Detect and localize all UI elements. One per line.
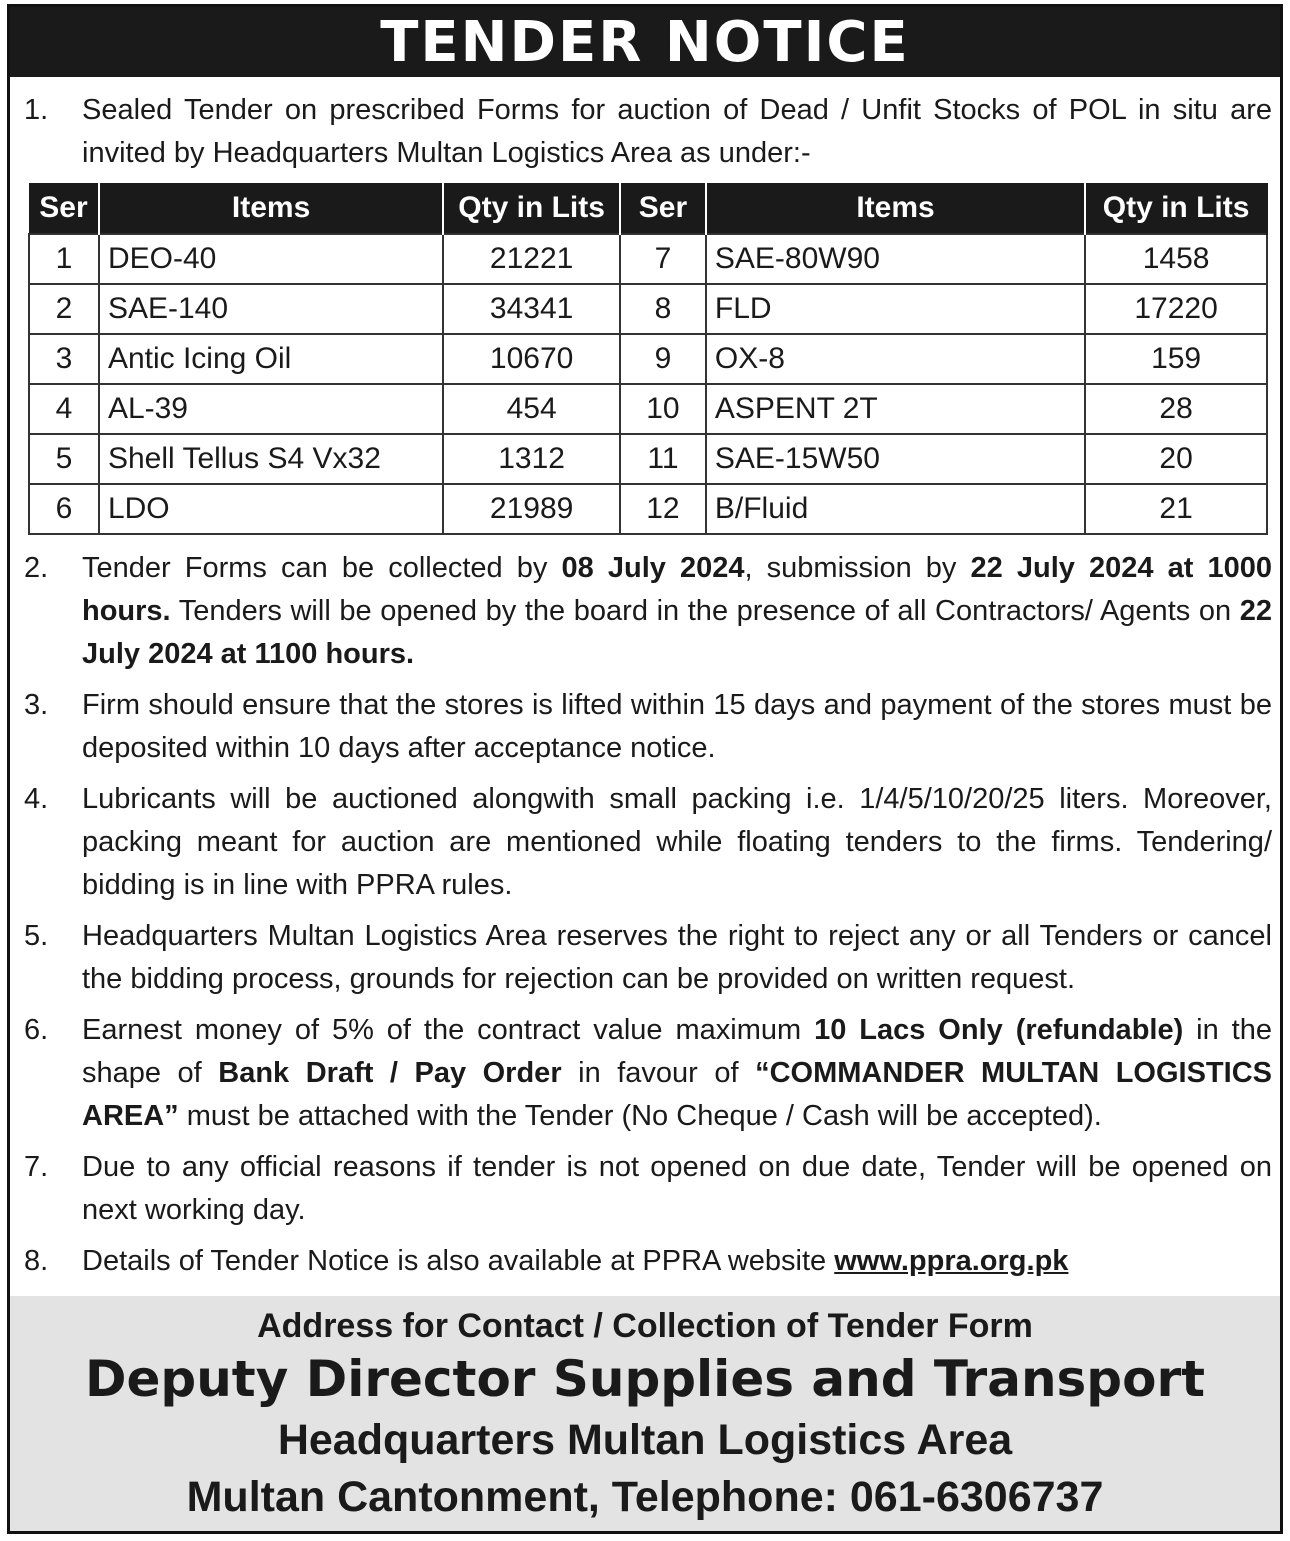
ser-cell: 6	[29, 484, 99, 534]
ppra-website-link[interactable]: www.ppra.org.pk	[834, 1245, 1069, 1277]
paragraph-number: 8.	[24, 1245, 49, 1277]
paragraph-number: 5.	[24, 920, 49, 952]
opening-time: 22 July 2024 at 1100 hours.	[82, 595, 1272, 670]
ser-cell: 8	[620, 284, 706, 334]
paragraph-4	[10, 778, 1280, 907]
qty-cell: 28	[1085, 384, 1267, 434]
notice-title: TENDER NOTICE	[10, 7, 1280, 77]
ser-cell: 9	[620, 334, 706, 384]
qty-cell: 454	[443, 384, 620, 434]
table-row	[29, 234, 1267, 284]
paragraph-8	[10, 1240, 1280, 1283]
contact-office: Deputy Director Supplies and Transport	[84, 1350, 1206, 1408]
ser-cell: 2	[29, 284, 99, 334]
earnest-money: 10 Lacs Only (refundable)	[814, 1014, 1184, 1046]
qty-cell: 21	[1085, 484, 1267, 534]
table-row	[29, 484, 1267, 534]
ser-cell: 10	[620, 384, 706, 434]
item-cell: OX-8	[706, 334, 1085, 384]
qty-cell: 1458	[1085, 234, 1267, 284]
contact-address: Multan Cantonment, Telephone: 061-6306737	[186, 1473, 1104, 1521]
ser-cell: 4	[29, 384, 99, 434]
qty-cell: 21221	[443, 234, 620, 284]
ser-cell: 7	[620, 234, 706, 284]
paragraph-text: Earnest money of 5% of the contract value maximum	[82, 1014, 815, 1046]
item-cell: AL-39	[99, 384, 443, 434]
paragraph-number: 3.	[24, 689, 49, 721]
item-cell: DEO-40	[99, 234, 443, 284]
column-header: Qty in Lits	[1085, 183, 1267, 234]
contact-heading: Address for Contact / Collection of Tender Form	[257, 1307, 1033, 1345]
qty-cell: 20	[1085, 434, 1267, 484]
paragraph-text: Firm should ensure that the stores is lifted within 15 days and payment of the stores must be deposited within 10 days after acceptance notice.	[82, 689, 1272, 764]
qty-cell: 21989	[443, 484, 620, 534]
paragraph-text: Sealed Tender on prescribed Forms for auction of Dead / Unfit Stocks of POL in situ are invited by Headquarters Multan Logistics Area as under:-	[82, 94, 1272, 169]
paragraph-text: Headquarters Multan Logistics Area reserves the right to reject any or all Tenders or cancel the bidding process, grounds for rejection can be provided on written request.	[82, 920, 1272, 995]
ser-cell: 1	[29, 234, 99, 284]
item-cell: SAE-80W90	[706, 234, 1085, 284]
paragraph-number: 4.	[24, 783, 49, 815]
column-header: Items	[706, 183, 1085, 234]
paragraph-3	[10, 684, 1280, 770]
table-row	[29, 434, 1267, 484]
table-row	[29, 384, 1267, 434]
item-cell: LDO	[99, 484, 443, 534]
item-cell: Antic Icing Oil	[99, 334, 443, 384]
paragraph-number: 7.	[24, 1151, 49, 1183]
contact-block	[10, 1296, 1280, 1531]
item-cell: SAE-15W50	[706, 434, 1085, 484]
item-cell: FLD	[706, 284, 1085, 334]
qty-cell: 10670	[443, 334, 620, 384]
paragraph-text: , submission by	[744, 552, 971, 584]
paragraph-text: Lubricants will be auctioned alongwith small packing i.e. 1/4/5/10/20/25 liters. Moreover, packing meant for auction are mentioned while floating tenders to the firms. Tendering/ bidding is in line with PPRA rules.	[82, 783, 1272, 901]
column-header: Ser	[620, 183, 706, 234]
item-cell: B/Fluid	[706, 484, 1085, 534]
paragraph-2	[10, 547, 1280, 676]
paragraph-1	[10, 89, 1280, 175]
tender-notice	[7, 4, 1283, 1534]
item-cell: Shell Tellus S4 Vx32	[99, 434, 443, 484]
ser-cell: 11	[620, 434, 706, 484]
table-row	[29, 284, 1267, 334]
paragraph-text: Due to any official reasons if tender is not opened on due date, Tender will be opened on next working day.	[82, 1151, 1272, 1226]
column-header: Items	[99, 183, 443, 234]
paragraph-text: must be attached with the Tender (No Cheque / Cash will be accepted).	[178, 1100, 1102, 1132]
table-header-row	[29, 183, 1267, 234]
payee: “COMMANDER MULTAN LOGISTICS AREA”	[82, 1057, 1272, 1132]
qty-cell: 159	[1085, 334, 1267, 384]
items-table	[28, 183, 1268, 535]
paragraph-number: 6.	[24, 1014, 49, 1046]
submission-deadline: 22 July 2024 at 1000 hours.	[82, 552, 1273, 627]
paragraph-number: 1.	[24, 94, 49, 126]
contact-headquarters: Headquarters Multan Logistics Area	[277, 1416, 1013, 1464]
paragraph-text: in the shape of	[82, 1014, 1272, 1089]
item-cell: SAE-140	[99, 284, 443, 334]
ser-cell: 5	[29, 434, 99, 484]
qty-cell: 34341	[443, 284, 620, 334]
qty-cell: 1312	[443, 434, 620, 484]
payment-instrument: Bank Draft / Pay Order	[218, 1057, 562, 1089]
column-header: Qty in Lits	[443, 183, 620, 234]
paragraph-6	[10, 1009, 1280, 1138]
paragraph-number: 2.	[24, 552, 49, 584]
item-cell: ASPENT 2T	[706, 384, 1085, 434]
collection-date: 08 July 2024	[561, 552, 745, 584]
ser-cell: 12	[620, 484, 706, 534]
paragraph-text: Tenders will be opened by the board in the presence of all Contractors/ Agents on	[170, 595, 1240, 627]
paragraph-7	[10, 1146, 1280, 1232]
column-header: Ser	[29, 183, 99, 234]
paragraph-text: Tender Forms can be collected by	[82, 552, 562, 584]
qty-cell: 17220	[1085, 284, 1267, 334]
paragraph-text: Details of Tender Notice is also available at PPRA website	[82, 1245, 835, 1277]
ser-cell: 3	[29, 334, 99, 384]
paragraph-5	[10, 915, 1280, 1001]
paragraph-text: in favour of	[561, 1057, 756, 1089]
table-row	[29, 334, 1267, 384]
